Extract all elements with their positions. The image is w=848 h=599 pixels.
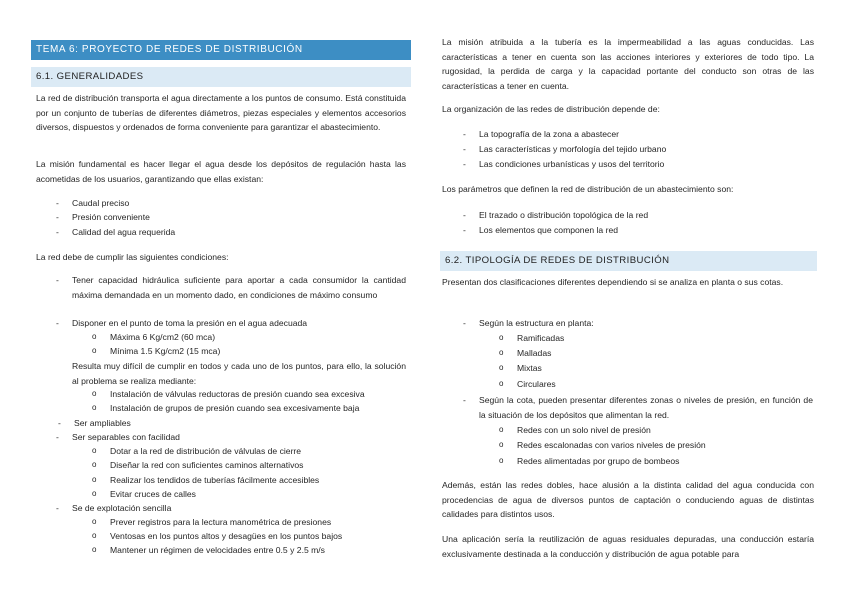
list-item: o Diseñar la red con suficientes caminos alternativos [110, 458, 303, 473]
condition-expandable: - Ser ampliables [74, 416, 131, 431]
list-item: o Redes alimentadas por grupo de bombeos [517, 454, 679, 469]
list-item: o Instalación de válvulas reductoras de presión cuando sea excesiva [110, 387, 365, 402]
condition-capacity: - Tener capacidad hidráulica suficiente para aportar a cada consumidor la cantidad máxima demandada en un momento dado, en condiciones de máximo consumo [72, 273, 406, 302]
organization-intro: La organización de las redes de distribución depende de: [442, 104, 660, 114]
list-item: o Mixtas [517, 361, 542, 376]
list-item: - Las condiciones urbanísticas y usos del territorio [479, 157, 664, 172]
list-item: - El trazado o distribución topológica de la red [479, 208, 648, 223]
list-item: o Ramificadas [517, 331, 564, 346]
pipe-mission-paragraph: La misión atribuida a la tubería es la impermeabilidad a las aguas conducidas. Las características a tener en cuenta son las acciones interiores y exteriores de todo tipo. La rugosidad, la perdida de carga y la capacidad portante del conducto son otras de las características a tener en cuenta. [442, 37, 814, 91]
intro-paragraph: La red de distribución transporta el agua directamente a los puntos de consumo. Está constituida por un conjunto de tuberías de diferentes diámetros, piezas especiales y elementos accesorios diversos, dispuestos y ordenados de forma conveniente para garantizar el abastecimiento. [36, 93, 406, 133]
list-item: o Malladas [517, 346, 551, 361]
list-item: - Las características y morfología del tejido urbano [479, 142, 666, 157]
condition-pressure: - Disponer en el punto de toma la presión en el agua adecuada [72, 316, 307, 331]
application-paragraph: Una aplicación sería la reutilización de aguas residuales depuradas, una conducción estaría exclusivamente destinada a la conducción y distribución de agua potable para [442, 534, 814, 559]
structure-label: - Según la estructura en planta: [479, 316, 594, 331]
condition-simple: - Se de explotación sencilla [72, 501, 171, 516]
list-item: - Caudal preciso [72, 196, 129, 211]
list-item: o Prever registros para la lectura manométrica de presiones [110, 515, 331, 530]
list-item: - Calidad del agua requerida [72, 225, 175, 240]
topic-title-banner: TEMA 6: PROYECTO DE REDES DE DISTRIBUCIÓN [31, 40, 411, 60]
list-item: o Redes con un solo nivel de presión [517, 423, 651, 438]
section-tipologia-heading: 6.2. TIPOLOGÍA DE REDES DE DISTRIBUCIÓN [440, 251, 817, 271]
parameters-intro: Los parámetros que definen la red de distribución de un abastecimiento son: [442, 184, 734, 194]
list-item: - Los elementos que componen la red [479, 223, 618, 238]
list-item: o Mínima 1.5 Kg/cm2 (15 mca) [110, 344, 220, 359]
list-item: o Ventosas en los puntos altos y desagües en los puntos bajos [110, 529, 342, 544]
height-label: - Según la cota, pueden presentar diferentes zonas o niveles de presión, en función de la situación de los depósitos que alimentan la red. [479, 393, 813, 422]
pressure-note: Resulta muy difícil de cumplir en todos y cada uno de los puntos, para ello, la solución al problema se realiza mediante: [72, 361, 406, 386]
section-generalidades-heading: 6.1. GENERALIDADES [31, 67, 411, 87]
list-item: - La topografía de la zona a abastecer [479, 127, 619, 142]
list-item: o Mantener un régimen de velocidades entre 0.5 y 2.5 m/s [110, 543, 325, 558]
list-item: - Presión conveniente [72, 210, 150, 225]
conditions-intro: La red debe de cumplir las siguientes condiciones: [36, 252, 229, 262]
double-networks-paragraph: Además, están las redes dobles, hace alusión a la distinta calidad del agua conducida con procedencias de agua de diversos puntos de captación o conduciendo aguas de distintas calidades para distintos usos. [442, 480, 814, 520]
list-item: o Circulares [517, 377, 556, 392]
list-item: o Máxima 6 Kg/cm2 (60 mca) [110, 330, 215, 345]
classifications-paragraph: Presentan dos clasificaciones diferentes dependiendo si se analiza en planta o sus cotas. [442, 277, 784, 287]
list-item: o Redes escalonadas con varios niveles de presión [517, 438, 706, 453]
condition-separable: - Ser separables con facilidad [72, 430, 180, 445]
list-item: o Realizar los tendidos de tuberías fácilmente accesibles [110, 473, 319, 488]
list-item: o Instalación de grupos de presión cuando sea excesivamente baja [110, 401, 359, 416]
mission-paragraph: La misión fundamental es hacer llegar el agua desde los depósitos de regulación hasta las acometidas de los usuarios, garantizando que ellas existan: [36, 159, 406, 184]
list-item: o Evitar cruces de calles [110, 487, 196, 502]
list-item: o Dotar a la red de distribución de válvulas de cierre [110, 444, 301, 459]
